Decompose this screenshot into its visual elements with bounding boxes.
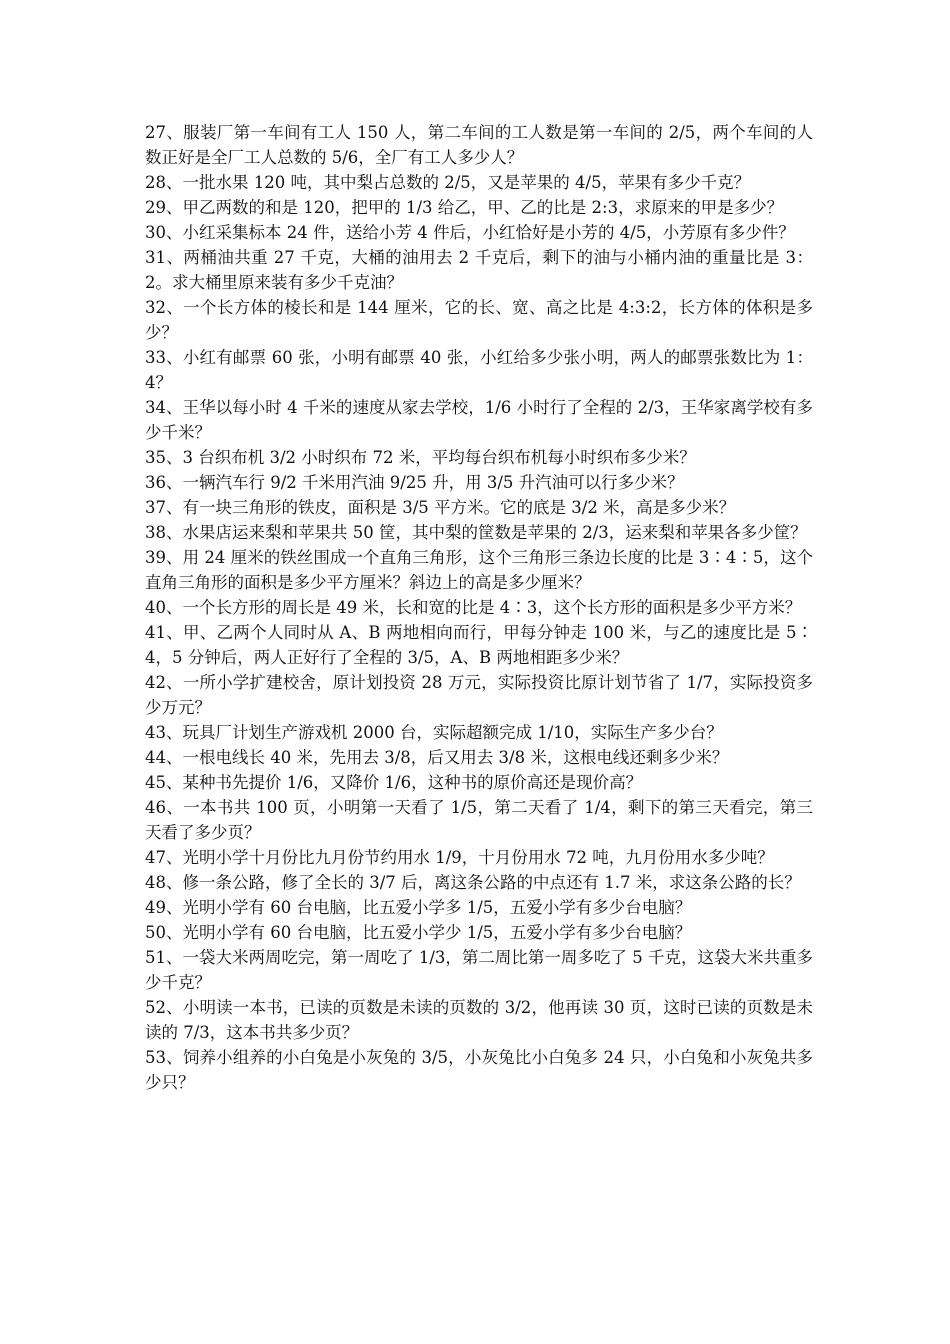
problem-47: 47、光明小学十月份比九月份节约用水 1/9，十月份用水 72 吨，九月份用水多少吨？ <box>145 848 774 867</box>
problem-53: 53、饲养小组养的小白兔是小灰兔的 3/5，小灰兔比小白兔多 24 只，小白兔和小灰兔共多少只？ <box>145 1048 813 1092</box>
problem-35: 35、3 台织布机 3/2 小时织布 72 米，平均每台织布机每小时织布多少米？ <box>145 448 696 467</box>
problem-44: 44、一根电线长 40 米，先用去 3/8，后又用去 3/8 米，这根电线还剩多少米？ <box>145 748 729 767</box>
problem-49: 49、光明小学有 60 台电脑，比五爱小学多 1/5，五爱小学有多少台电脑？ <box>145 898 692 917</box>
problem-31: 31、两桶油共重 27 千克，大桶的油用去 2 千克后，剩下的油与小桶内油的重量比是 3：2。求大桶里原来装有多少千克油？ <box>145 248 813 292</box>
problem-50: 50、光明小学有 60 台电脑，比五爱小学少 1/5，五爱小学有多少台电脑？ <box>145 923 692 942</box>
problem-39: 39、用 24 厘米的铁丝围成一个直角三角形，这个三角形三条边长度的比是 3∶4∶5，这个直角三角形的面积是多少平方厘米？斜边上的高是多少厘米？ <box>145 548 813 592</box>
problem-51: 51、一袋大米两周吃完，第一周吃了 1/3，第二周比第一周多吃了 5 千克，这袋大米共重多少千克？ <box>145 948 813 992</box>
problem-48: 48、修一条公路，修了全长的 3/7 后，离这条公路的中点还有 1.7 米，求这条公路的长？ <box>145 873 801 892</box>
problem-27: 27、服装厂第一车间有工人 150 人，第二车间的工人数是第一车间的 2/5，两个车间的人数正好是全厂工人总数的 5/6，全厂有工人多少人？ <box>145 123 813 167</box>
problem-46: 46、一本书共 100 页，小明第一天看了 1/5，第二天看了 1/4，剩下的第三天看完，第三天看了多少页？ <box>145 798 813 842</box>
problem-41: 41、甲、乙两个人同时从 A、B 两地相向而行，甲每分钟走 100 米，与乙的速度比是 5∶4，5 分钟后，两人正好行了全程的 3/5，A、B 两地相距多少米？ <box>145 623 813 667</box>
problem-30: 30、小红采集标本 24 件，送给小芳 4 件后，小红恰好是小芳的 4/5，小芳原有多少件？ <box>145 223 795 242</box>
problem-37: 37、有一块三角形的铁皮，面积是 3/5 平方米。它的底是 3/2 米，高是多少米？ <box>145 498 736 517</box>
problem-43: 43、玩具厂计划生产游戏机 2000 台，实际超额完成 1/10，实际生产多少台？ <box>145 723 723 742</box>
problem-40: 40、一个长方形的周长是 49 米，长和宽的比是 4∶3，这个长方形的面积是多少平方米？ <box>145 598 802 617</box>
problem-33: 33、小红有邮票 60 张，小明有邮票 40 张，小红给多少张小明，两人的邮票张数比为 1：4？ <box>145 348 813 392</box>
problem-28: 28、一批水果 120 吨，其中梨占总数的 2/5，又是苹果的 4/5，苹果有多少千克？ <box>145 173 751 192</box>
problem-29: 29、甲乙两数的和是 120，把甲的 1/3 给乙，甲、乙的比是 2:3，求原来的甲是多少？ <box>145 198 784 217</box>
problem-34: 34、王华以每小时 4 千米的速度从家去学校，1/6 小时行了全程的 2/3，王华家离学校有多少千米？ <box>145 398 813 442</box>
problem-45: 45、某种书先提价 1/6，又降价 1/6，这种书的原价高还是现价高？ <box>145 773 643 792</box>
problem-36: 36、一辆汽车行 9/2 千米用汽油 9/25 升，用 3/5 升汽油可以行多少米？ <box>145 473 684 492</box>
problem-list <box>145 120 813 1095</box>
problem-32: 32、一个长方体的棱长和是 144 厘米，它的长、宽、高之比是 4:3:2，长方体的体积是多少？ <box>145 298 813 342</box>
problem-52: 52、小明读一本书，已读的页数是未读的页数的 3/2，他再读 30 页，这时已读的页数是未读的 7/3，这本书共多少页？ <box>145 998 813 1042</box>
problem-38: 38、水果店运来梨和苹果共 50 筐，其中梨的筐数是苹果的 2/3，运来梨和苹果各多少筐？ <box>145 523 807 542</box>
problem-42: 42、一所小学扩建校舍，原计划投资 28 万元，实际投资比原计划节省了 1/7，实际投资多少万元？ <box>145 673 813 717</box>
